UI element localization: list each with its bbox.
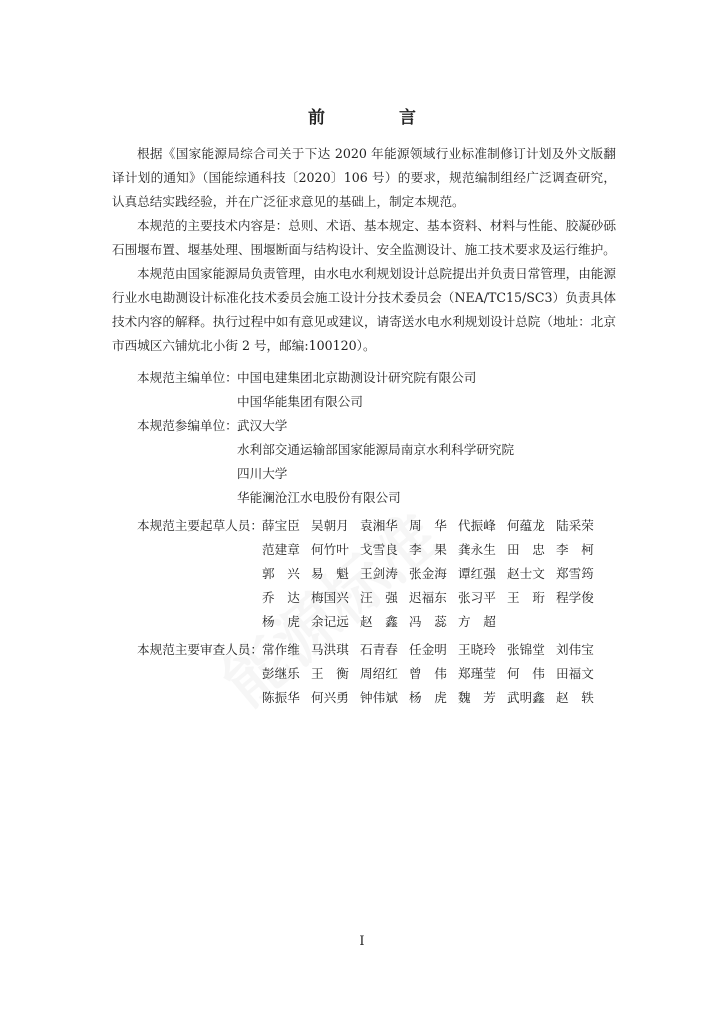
person-name: 王 珩	[507, 590, 545, 605]
person-name: 周绍红	[360, 666, 398, 681]
chief-units-label: 本规范主编单位：	[137, 370, 238, 385]
person-name: 何蕴龙	[507, 518, 545, 533]
person-name: 乔 达	[262, 590, 300, 605]
person-name: 王剑涛	[360, 566, 398, 581]
person-name: 程学俊	[556, 590, 594, 605]
person-name: 王晓玲	[458, 642, 496, 657]
person-name: 钟伟斌	[360, 690, 398, 705]
person-name: 何竹叶	[311, 542, 349, 557]
person-name: 戈雪良	[360, 542, 398, 557]
person-name: 易 魁	[311, 566, 349, 581]
person-name: 方 超	[458, 614, 496, 629]
person-name: 迟福东	[409, 590, 447, 605]
person-name: 梅国兴	[311, 590, 349, 605]
participating-unit: 武汉大学	[237, 418, 288, 433]
person-name: 赵 鑫	[360, 614, 398, 629]
paragraph-text: 根据《国家能源局综合司关于下达 2020 年能源领域行业标准制修订计划及外文版翻译计划的通知》（国能综通科技〔2020〕106 号）的要求，规范编制组经广泛调查研究，认真总结实践经验，并在广泛征求意见的基础上，制定本规范。	[112, 146, 616, 209]
person-name: 张习平	[458, 590, 496, 605]
person-name: 赵 轶	[556, 690, 594, 705]
page-title: 前 言	[308, 108, 450, 128]
person-name: 张金海	[409, 566, 447, 581]
person-name: 曾 伟	[409, 666, 447, 681]
page-number: I	[359, 934, 365, 949]
drafters-label: 本规范主要起草人员：	[137, 518, 263, 533]
person-name: 张锦堂	[507, 642, 545, 657]
chief-unit: 中国电建集团北京勘测设计研究院有限公司	[237, 370, 477, 385]
person-name: 赵士文	[507, 566, 545, 581]
person-name: 陈振华	[262, 690, 300, 705]
person-name: 汪 强	[360, 590, 398, 605]
person-name: 郭 兴	[262, 566, 300, 581]
person-name: 薛宝臣	[262, 518, 300, 533]
person-name: 代振峰	[458, 518, 496, 533]
person-name: 刘伟宝	[556, 642, 594, 657]
person-name: 李 柯	[556, 542, 594, 557]
participating-units-label: 本规范参编单位：	[137, 418, 238, 433]
drafters-list	[262, 514, 622, 634]
person-name: 余记远	[311, 614, 349, 629]
person-name: 袁湘华	[360, 518, 398, 533]
person-name: 何 伟	[507, 666, 545, 681]
person-name: 范建章	[262, 542, 300, 557]
person-name: 李 果	[409, 542, 447, 557]
person-name: 杨 虎	[409, 690, 447, 705]
participating-unit: 水利部交通运输部国家能源局南京水利科学研究院	[237, 442, 515, 457]
person-name: 常作维	[262, 642, 300, 657]
paragraph-basis	[112, 142, 616, 214]
paragraph-text: 本规范由国家能源局负责管理，由水电水利规划设计总院提出并负责日常管理，由能源行业水电勘测设计标准化技术委员会施工设计分技术委员会（NEA/TC15/SC3）负责具体技术内容的解释。执行过程中如有意见或建议，请寄送水电水利规划设计总院（地址：北京市西城区六铺炕北小街 2 号，邮编:100120）。	[112, 266, 616, 353]
participating-unit: 华能澜沧江水电股份有限公司	[237, 490, 401, 505]
person-name: 吴朝月	[311, 518, 349, 533]
paragraph-management	[112, 262, 616, 358]
person-name: 郑雪筠	[556, 566, 594, 581]
paragraph-technical-content	[112, 214, 616, 262]
person-name: 杨 虎	[262, 614, 300, 629]
person-name: 彭继乐	[262, 666, 300, 681]
person-name: 郑瑾莹	[458, 666, 496, 681]
person-name: 王 衡	[311, 666, 349, 681]
person-name: 田福文	[556, 666, 594, 681]
person-name: 何兴勇	[311, 690, 349, 705]
person-name: 冯 蕊	[409, 614, 447, 629]
paragraph-text: 本规范的主要技术内容是：总则、术语、基本规定、基本资料、材料与性能、胶凝砂砾石围堰布置、堰基处理、围堰断面与结构设计、安全监测设计、施工技术要求及运行维护。	[112, 218, 616, 257]
person-name: 任金明	[409, 642, 447, 657]
reviewers-list	[262, 638, 622, 710]
person-name: 周 华	[409, 518, 447, 533]
person-name: 龚永生	[458, 542, 496, 557]
chief-unit: 中国华能集团有限公司	[237, 394, 363, 409]
participating-unit: 四川大学	[237, 466, 288, 481]
reviewers-label: 本规范主要审查人员：	[137, 642, 263, 657]
person-name: 魏 芳	[458, 690, 496, 705]
person-name: 石青春	[360, 642, 398, 657]
person-name: 田 忠	[507, 542, 545, 557]
person-name: 谭红强	[458, 566, 496, 581]
person-name: 武明鑫	[507, 690, 545, 705]
person-name: 陆采荣	[556, 518, 594, 533]
person-name: 马洪琪	[311, 642, 349, 657]
